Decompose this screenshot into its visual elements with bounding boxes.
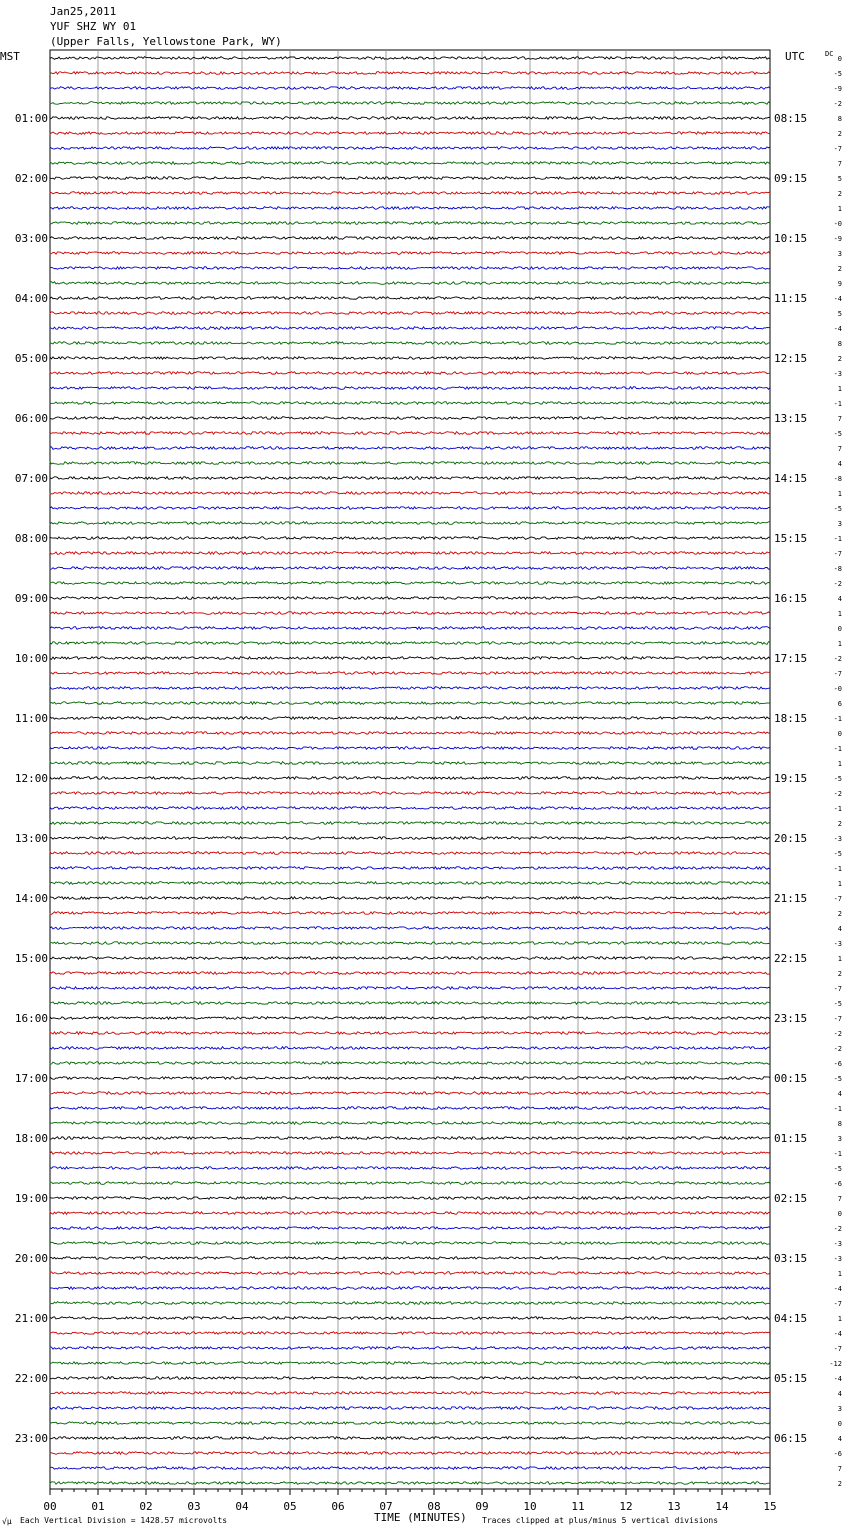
dc-offset-label: 0 <box>837 55 842 63</box>
dc-offset-label: 2 <box>837 910 842 918</box>
trace-3 <box>50 102 770 105</box>
dc-offset-label: 1 <box>837 205 842 213</box>
x-tick-label: 09 <box>475 1500 489 1513</box>
left-hour-label: 12:00 <box>14 772 48 785</box>
trace-23 <box>50 402 770 405</box>
dc-offset-label: 3 <box>837 1405 842 1413</box>
trace-58 <box>50 927 770 930</box>
trace-84 <box>50 1317 770 1320</box>
trace-14 <box>50 267 770 270</box>
trace-6 <box>50 147 770 150</box>
dc-offset-label: -1 <box>833 1150 842 1158</box>
trace-18 <box>50 327 770 330</box>
right-hour-label: 21:15 <box>774 892 808 905</box>
left-hour-label: 10:00 <box>14 652 48 665</box>
trace-46 <box>50 747 770 750</box>
dc-offset-label: 9 <box>837 280 842 288</box>
dc-offset-label: 2 <box>837 355 842 363</box>
trace-72 <box>50 1137 770 1140</box>
trace-5 <box>50 132 770 135</box>
dc-offset-label: -4 <box>833 1375 842 1383</box>
left-timezone-label: MST <box>0 50 20 63</box>
dc-offset-label: -1 <box>833 1105 842 1113</box>
trace-9 <box>50 192 770 195</box>
dc-offset-label: -1 <box>833 400 842 408</box>
trace-74 <box>50 1167 770 1170</box>
right-hour-label: 09:15 <box>774 172 808 185</box>
right-hour-label: 16:15 <box>774 592 808 605</box>
x-axis-title: TIME (MINUTES) <box>374 1511 467 1524</box>
dc-offset-label: -3 <box>833 370 842 378</box>
dc-offset-label: 0 <box>837 1210 842 1218</box>
trace-13 <box>50 252 770 255</box>
dc-offset-label: 2 <box>837 1480 842 1488</box>
left-hour-label: 13:00 <box>14 832 48 845</box>
dc-offset-label: -5 <box>833 1165 842 1173</box>
dc-offset-label: -6 <box>833 1060 842 1068</box>
right-hour-label: 20:15 <box>774 832 808 845</box>
trace-12 <box>50 237 770 240</box>
dc-offset-label: -5 <box>833 430 842 438</box>
dc-offset-label: -8 <box>833 475 842 483</box>
dc-offset-label: 1 <box>837 490 842 498</box>
dc-offset-label: -7 <box>833 550 842 558</box>
right-hour-label: 12:15 <box>774 352 808 365</box>
left-hour-label: 17:00 <box>14 1072 48 1085</box>
trace-53 <box>50 852 770 855</box>
trace-73 <box>50 1152 770 1155</box>
left-hour-label: 14:00 <box>14 892 48 905</box>
dc-offset-label: -9 <box>833 235 842 243</box>
time-axis <box>43 1489 776 1513</box>
dc-offset-label: 2 <box>837 970 842 978</box>
left-hour-label: 11:00 <box>14 712 48 725</box>
left-hour-label: 02:00 <box>14 172 48 185</box>
trace-47 <box>50 762 770 765</box>
right-hour-label: 22:15 <box>774 952 808 965</box>
trace-31 <box>50 522 770 525</box>
dc-offset-label: -4 <box>833 1285 842 1293</box>
dc-offset-label: -2 <box>833 655 842 663</box>
dc-offset-label: -3 <box>833 1240 842 1248</box>
dc-offset-label: 1 <box>837 1270 842 1278</box>
left-hour-label: 03:00 <box>14 232 48 245</box>
trace-62 <box>50 987 770 990</box>
trace-63 <box>50 1002 770 1005</box>
right-hour-label: 18:15 <box>774 712 808 725</box>
right-hour-label: 15:15 <box>774 532 808 545</box>
x-tick-label: 03 <box>187 1500 201 1513</box>
dc-offset-label: -5 <box>833 850 842 858</box>
trace-54 <box>50 867 770 870</box>
dc-offset-label: 1 <box>837 1315 842 1323</box>
dc-offset-label: -0 <box>833 685 842 693</box>
dc-offset-label: -5 <box>833 70 842 78</box>
trace-61 <box>50 972 770 975</box>
trace-60 <box>50 957 770 960</box>
dc-offset-label: -2 <box>833 1045 842 1053</box>
dc-offset-label: 4 <box>837 925 842 933</box>
x-tick-label: 00 <box>43 1500 57 1513</box>
trace-2 <box>50 87 770 90</box>
left-hour-label: 23:00 <box>14 1432 48 1445</box>
trace-24 <box>50 417 770 420</box>
trace-17 <box>50 312 770 315</box>
left-hour-label: 16:00 <box>14 1012 48 1025</box>
right-hour-label: 06:15 <box>774 1432 808 1445</box>
dc-offset-label: -8 <box>833 565 842 573</box>
dc-offset-label: 3 <box>837 520 842 528</box>
x-tick-label: 14 <box>715 1500 729 1513</box>
left-hour-label: 19:00 <box>14 1192 48 1205</box>
dc-offset-label: 7 <box>837 415 842 423</box>
trace-35 <box>50 582 770 585</box>
trace-67 <box>50 1062 770 1065</box>
dc-offset-label: -7 <box>833 1300 842 1308</box>
dc-offset-label: -0 <box>833 220 842 228</box>
dc-offset-label: -6 <box>833 1450 842 1458</box>
trace-1 <box>50 72 770 75</box>
trace-40 <box>50 657 770 660</box>
trace-26 <box>50 447 770 450</box>
trace-50 <box>50 807 770 810</box>
dc-offset-label: 7 <box>837 1195 842 1203</box>
right-hour-label: 03:15 <box>774 1252 808 1265</box>
dc-offset-label: 1 <box>837 880 842 888</box>
dc-offset-label: 2 <box>837 190 842 198</box>
dc-offset-label: -2 <box>833 580 842 588</box>
right-hour-label: 04:15 <box>774 1312 808 1325</box>
dc-offset-label: -7 <box>833 895 842 903</box>
x-tick-label: 10 <box>523 1500 537 1513</box>
left-hour-label: 06:00 <box>14 412 48 425</box>
station-location: (Upper Falls, Yellowstone Park, WY) <box>50 35 282 48</box>
right-hour-label: 14:15 <box>774 472 808 485</box>
trace-28 <box>50 477 770 480</box>
dc-offset-label: -7 <box>833 145 842 153</box>
dc-offset-label: 1 <box>837 760 842 768</box>
right-hour-label: 11:15 <box>774 292 808 305</box>
dc-offset-label: 2 <box>837 820 842 828</box>
x-tick-label: 13 <box>667 1500 681 1513</box>
trace-29 <box>50 492 770 495</box>
dc-offset-label: 8 <box>837 115 842 123</box>
right-hour-label: 05:15 <box>774 1372 808 1385</box>
dc-offset-label: -7 <box>833 1015 842 1023</box>
left-hour-label: 15:00 <box>14 952 48 965</box>
dc-offset-label: -2 <box>833 100 842 108</box>
right-hour-label: 02:15 <box>774 1192 808 1205</box>
left-hour-label: 01:00 <box>14 112 48 125</box>
left-hour-label: 20:00 <box>14 1252 48 1265</box>
dc-offset-label: 4 <box>837 595 842 603</box>
dc-offset-label: 5 <box>837 310 842 318</box>
x-tick-label: 15 <box>763 1500 777 1513</box>
dc-offset-label: 1 <box>837 385 842 393</box>
x-tick-label: 05 <box>283 1500 297 1513</box>
dc-offset-label: -4 <box>833 295 842 303</box>
dc-offset-label: 3 <box>837 250 842 258</box>
trace-38 <box>50 627 770 630</box>
trace-0 <box>50 57 770 60</box>
trace-8 <box>50 177 770 180</box>
x-tick-label: 07 <box>379 1500 393 1513</box>
trace-42 <box>50 687 770 690</box>
trace-56 <box>50 897 770 900</box>
trace-22 <box>50 387 770 390</box>
dc-offset-label: 4 <box>837 460 842 468</box>
trace-10 <box>50 207 770 210</box>
trace-93 <box>50 1452 770 1455</box>
trace-94 <box>50 1467 770 1470</box>
left-hour-label: 22:00 <box>14 1372 48 1385</box>
trace-77 <box>50 1212 770 1215</box>
dc-offset-label: 7 <box>837 445 842 453</box>
trace-20 <box>50 357 770 360</box>
trace-81 <box>50 1272 770 1275</box>
dc-offset-label: 1 <box>837 640 842 648</box>
dc-offset-label: -1 <box>833 715 842 723</box>
right-hour-label: 08:15 <box>774 112 808 125</box>
trace-83 <box>50 1302 770 1305</box>
dc-offset-label: -7 <box>833 1345 842 1353</box>
trace-90 <box>50 1407 770 1410</box>
dc-offset-label: 1 <box>837 610 842 618</box>
dc-offset-label: -9 <box>833 85 842 93</box>
trace-78 <box>50 1227 770 1230</box>
dc-offset-label: -2 <box>833 1225 842 1233</box>
right-hour-label: 23:15 <box>774 1012 808 1025</box>
trace-19 <box>50 342 770 345</box>
trace-33 <box>50 552 770 555</box>
trace-69 <box>50 1092 770 1095</box>
dc-offset-label: 4 <box>837 1390 842 1398</box>
dc-offset-label: -5 <box>833 1075 842 1083</box>
dc-offset-label: 7 <box>837 160 842 168</box>
dc-offset-label: -4 <box>833 325 842 333</box>
dc-offset-label: -5 <box>833 505 842 513</box>
left-hour-label: 05:00 <box>14 352 48 365</box>
dc-offset-label: 7 <box>837 1465 842 1473</box>
trace-92 <box>50 1437 770 1440</box>
trace-27 <box>50 462 770 465</box>
trace-79 <box>50 1242 770 1245</box>
left-hour-label: 07:00 <box>14 472 48 485</box>
trace-66 <box>50 1047 770 1050</box>
trace-86 <box>50 1347 770 1350</box>
trace-44 <box>50 717 770 720</box>
dc-offset-label: 0 <box>837 730 842 738</box>
trace-16 <box>50 297 770 300</box>
plot-date: Jan25,2011 <box>50 5 117 18</box>
x-tick-label: 06 <box>331 1500 345 1513</box>
dc-offset-label: -4 <box>833 1330 842 1338</box>
trace-75 <box>50 1182 770 1185</box>
dc-offset-label: -1 <box>833 805 842 813</box>
trace-64 <box>50 1017 770 1020</box>
trace-55 <box>50 882 770 885</box>
trace-39 <box>50 642 770 645</box>
dc-offset-label: -12 <box>829 1360 842 1368</box>
trace-7 <box>50 162 770 165</box>
right-hour-label: 10:15 <box>774 232 808 245</box>
trace-11 <box>50 222 770 225</box>
right-hour-label: 01:15 <box>774 1132 808 1145</box>
x-tick-label: 11 <box>571 1500 585 1513</box>
left-hour-label: 09:00 <box>14 592 48 605</box>
trace-80 <box>50 1257 770 1260</box>
dc-offset-label: -5 <box>833 775 842 783</box>
trace-25 <box>50 432 770 435</box>
left-hour-label: 04:00 <box>14 292 48 305</box>
trace-70 <box>50 1107 770 1110</box>
dc-offset-label: 0 <box>837 625 842 633</box>
dc-offset-label: -2 <box>833 790 842 798</box>
trace-68 <box>50 1077 770 1080</box>
trace-59 <box>50 942 770 945</box>
dc-offset-label: -1 <box>833 865 842 873</box>
trace-51 <box>50 822 770 825</box>
dc-offset-label: 8 <box>837 1120 842 1128</box>
trace-91 <box>50 1422 770 1425</box>
trace-65 <box>50 1032 770 1035</box>
trace-15 <box>50 282 770 285</box>
trace-48 <box>50 777 770 780</box>
dc-offset-label: 3 <box>837 1135 842 1143</box>
trace-76 <box>50 1197 770 1200</box>
dc-offset-label: -3 <box>833 940 842 948</box>
trace-87 <box>50 1362 770 1365</box>
right-hour-label: 17:15 <box>774 652 808 665</box>
x-tick-label: 01 <box>91 1500 105 1513</box>
dc-offset-label: -1 <box>833 745 842 753</box>
trace-36 <box>50 597 770 600</box>
trace-21 <box>50 372 770 375</box>
dc-offset-label: 2 <box>837 265 842 273</box>
seismic-traces <box>50 57 770 1485</box>
right-hour-label: 19:15 <box>774 772 808 785</box>
dc-offset-label: -3 <box>833 1255 842 1263</box>
trace-45 <box>50 732 770 735</box>
corner-mark: √μ <box>2 1517 12 1526</box>
x-tick-label: 08 <box>427 1500 441 1513</box>
trace-37 <box>50 612 770 615</box>
x-tick-label: 12 <box>619 1500 633 1513</box>
dc-offset-label: 4 <box>837 1090 842 1098</box>
trace-30 <box>50 507 770 510</box>
dc-offset-label: -7 <box>833 670 842 678</box>
trace-52 <box>50 837 770 840</box>
dc-offset-label: 8 <box>837 340 842 348</box>
dc-offset-label: -7 <box>833 985 842 993</box>
left-hour-label: 08:00 <box>14 532 48 545</box>
dc-offset-label: -3 <box>833 835 842 843</box>
dc-offset-label: -1 <box>833 535 842 543</box>
right-timezone-label: UTC <box>785 50 805 63</box>
dc-offset-label: 1 <box>837 955 842 963</box>
right-hour-label: 13:15 <box>774 412 808 425</box>
x-tick-label: 02 <box>139 1500 153 1513</box>
trace-95 <box>50 1482 770 1485</box>
trace-71 <box>50 1122 770 1125</box>
trace-34 <box>50 567 770 570</box>
trace-49 <box>50 792 770 795</box>
trace-4 <box>50 117 770 120</box>
trace-88 <box>50 1377 770 1380</box>
trace-85 <box>50 1332 770 1335</box>
trace-82 <box>50 1287 770 1290</box>
dc-header-label: DC <box>825 50 834 58</box>
station-code: YUF SHZ WY 01 <box>50 20 137 33</box>
trace-43 <box>50 702 770 705</box>
dc-offset-label: -6 <box>833 1180 842 1188</box>
dc-offset-label: 0 <box>837 1420 842 1428</box>
dc-offset-label: -5 <box>833 1000 842 1008</box>
trace-89 <box>50 1392 770 1395</box>
right-hour-label: 00:15 <box>774 1072 808 1085</box>
dc-offset-label: 4 <box>837 1435 842 1443</box>
trace-57 <box>50 912 770 915</box>
left-hour-label: 18:00 <box>14 1132 48 1145</box>
dc-offset-label: 5 <box>837 175 842 183</box>
trace-32 <box>50 537 770 540</box>
scale-note: Each Vertical Division = 1428.57 microvolts <box>20 1516 228 1525</box>
dc-offset-label: 6 <box>837 700 842 708</box>
trace-41 <box>50 672 770 675</box>
left-hour-label: 21:00 <box>14 1312 48 1325</box>
dc-offset-label: 2 <box>837 130 842 138</box>
dc-offset-label: -2 <box>833 1030 842 1038</box>
x-tick-label: 04 <box>235 1500 249 1513</box>
clip-note: Traces clipped at plus/minus 5 vertical divisions <box>482 1516 719 1525</box>
